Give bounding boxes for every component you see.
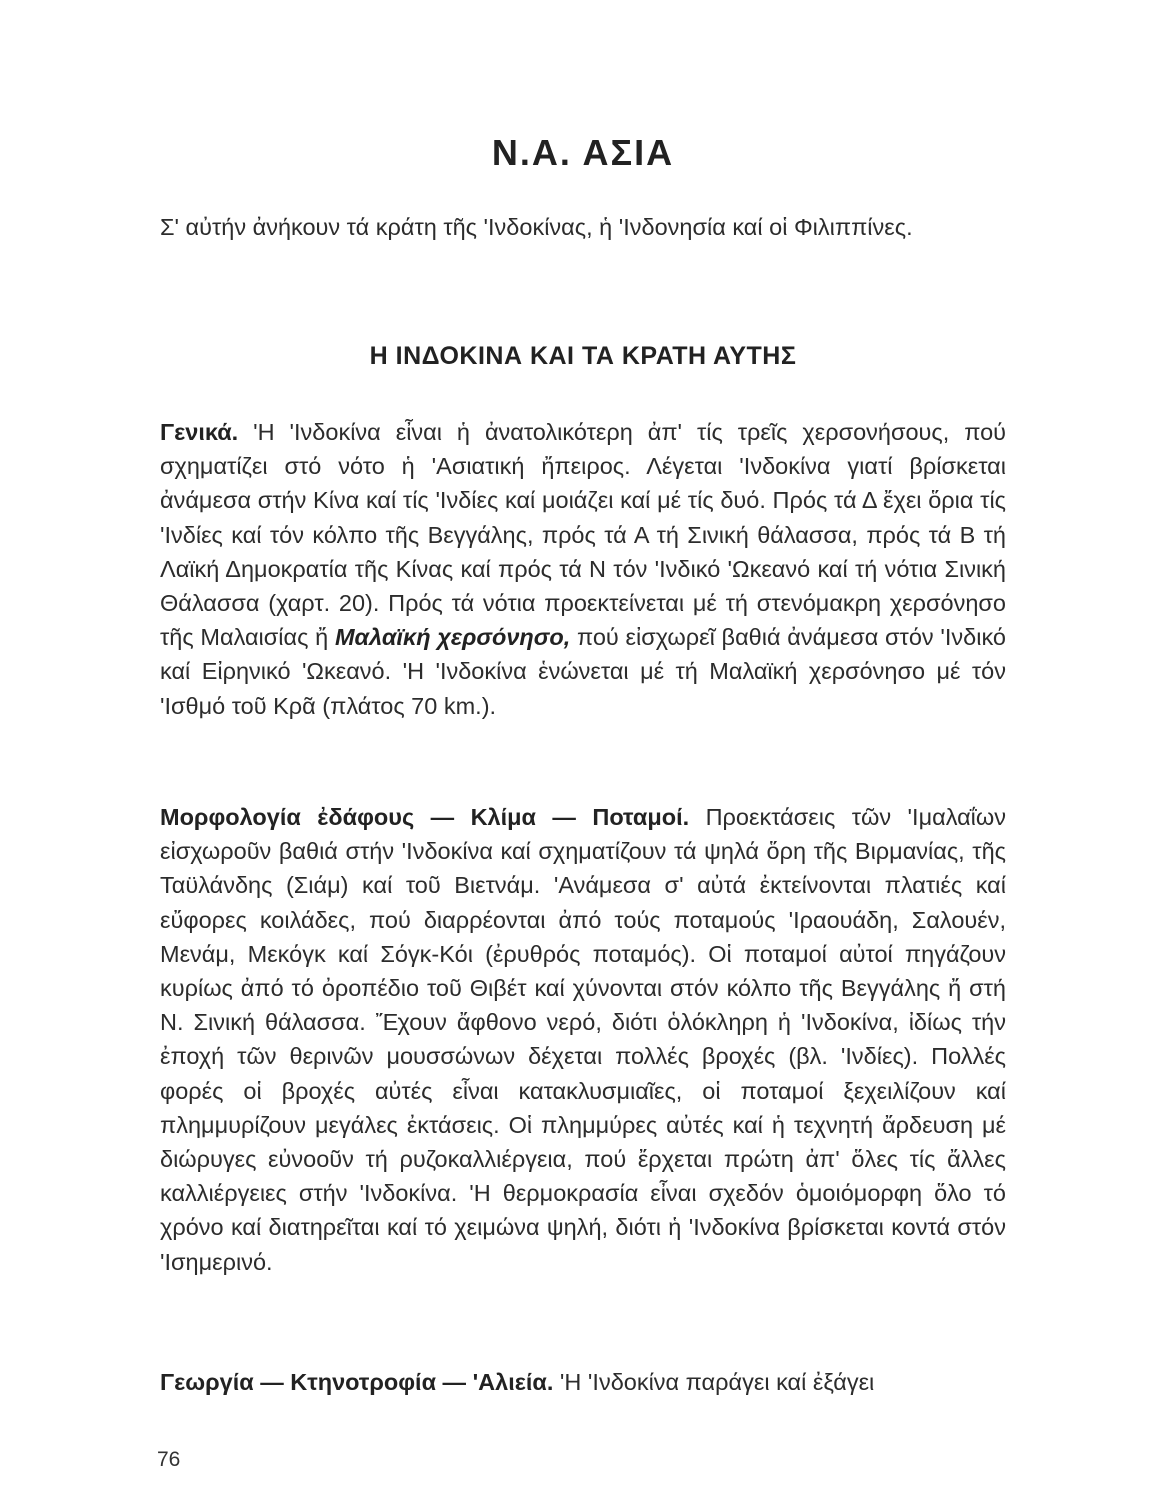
paragraph-text-general-a: 'Η 'Ινδοκίνα εἶναι ἡ ἀνατολικότερη ἀπ' τίς τρεῖς χερσονήσους, πού σχηματίζει στό νότο ἡ 'Ασιατική ἤπειρος. Λέγεται 'Ινδοκίνα γιατί βρίσκεται ἀνάμεσα στήν Κίνα καί τίς 'Ινδίες καί μοιάζει καί μέ τίς δυό. Πρός τά Δ ἔχει ὅρια τίς 'Ινδίες καί τόν κόλπο τῆς Βεγγάλης, πρός τά Α τή Σινική θάλασσα, πρός τά Β τή Λαϊκή Δημοκρατία τῆς Κίνας καί πρός τά Ν τόν 'Ινδικό 'Ωκεανό καί τή νότια Σινική Θάλασσα (χαρτ. 20). Πρός τά νότια προεκτείνεται μέ τή στενόμακρη χερσόνησο τῆς Μαλαισίας ἤ (160, 419, 1006, 651)
emphasis-malay-peninsula: Μαλαϊκή χερσόνησο, (334, 624, 571, 651)
paragraph-heading-agriculture: Γεωργία — Κτηνοτροφία — 'Αλιεία. (160, 1369, 554, 1395)
paragraph-heading-morphology: Μορφολογία ἐδάφους — Κλίμα — Ποταμοί. (160, 804, 690, 830)
intro-paragraph: Σ' αὐτήν ἀνήκουν τά κράτη τῆς 'Ινδοκίνας, ἡ 'Ινδονησία καί οἱ Φιλιππίνες. (160, 214, 913, 240)
section-title: Η ΙΝΔΟΚΙΝΑ ΚΑΙ ΤΑ ΚΡΑΤΗ ΑΥΤΗΣ (369, 342, 797, 370)
paragraph-text-agriculture: 'Η 'Ινδοκίνα παράγει καί ἐξάγει (553, 1369, 875, 1395)
page-number: 76 (157, 1448, 181, 1471)
paragraph-general (160, 415, 1006, 723)
page-title: Ν.Α. ΑΣΙΑ (491, 132, 675, 173)
paragraph-morphology (160, 800, 1006, 1279)
paragraph-heading-general: Γενικά. (160, 419, 239, 445)
paragraph-text-general-b: πού εἰσχωρεῖ βαθιά ἀνάμεσα στόν 'Ινδικό καί Εἰρηνικό 'Ωκεανό. 'Η 'Ινδοκίνα ἑνώνεται μέ τή Μαλαϊκή χερσόνησο μέ τόν 'Ισθμό τοῦ Κρᾶ (πλάτος 70 km.). (160, 624, 1006, 719)
paragraph-agriculture (160, 1365, 1006, 1399)
paragraph-text-morphology: Προεκτάσεις τῶν 'Ιμαλαΐων εἰσχωροῦν βαθιά στήν 'Ινδοκίνα καί σχηματίζουν τά ψηλά ὅρη τῆς Βιρμανίας, τῆς Ταϋλάνδης (Σιάμ) καί τοῦ Βιετνάμ. 'Ανάμεσα σ' αὐτά ἐκτείνονται πλατιές καί εὔφορες κοιλάδες, πού διαρρέονται ἀπό τούς ποταμούς 'Ιραουάδη, Σαλουέν, Μενάμ, Μεκόγκ καί Σόγκ-Κόι (ἐρυθρός ποταμός). Οἱ ποταμοί αὐτοί πηγάζουν κυρίως ἀπό τό ὀροπέδιο τοῦ Θιβέτ καί χύνονται στόν κόλπο τῆς Βεγγάλης ἤ στή Ν. Σινική θάλασσα. Ἔχουν ἄφθονο νερό, διότι ὁλόκληρη ἡ 'Ινδοκίνα, ἰδίως τήν ἐποχή τῶν θερινῶν μουσσώνων δέχεται πολλές βροχές (βλ. 'Ινδίες). Πολλές φορές οἱ βροχές αὐτές εἶναι κατακλυσμιαῖες, οἱ ποταμοί ξεχειλίζουν καί πλημμυρίζουν μεγάλες ἐκτάσεις. Οἱ πλημμύρες αὐτές καί ἡ τεχνητή ἄρδευση μέ διώρυγες εὐνοοῦν τή ρυζοκαλλιέργεια, πού ἔρχεται πρώτη ἀπ' ὅλες τίς ἄλλες καλλιέργειες στήν 'Ινδοκίνα. 'Η θερμοκρασία εἶναι σχεδόν ὁμοιόμορφη ὅλο τό χρόνο καί διατηρεῖται καί τό χειμώνα ψηλή, διότι ἡ 'Ινδοκίνα βρίσκεται κοντά στόν 'Ισημερινό. (160, 804, 1006, 1275)
